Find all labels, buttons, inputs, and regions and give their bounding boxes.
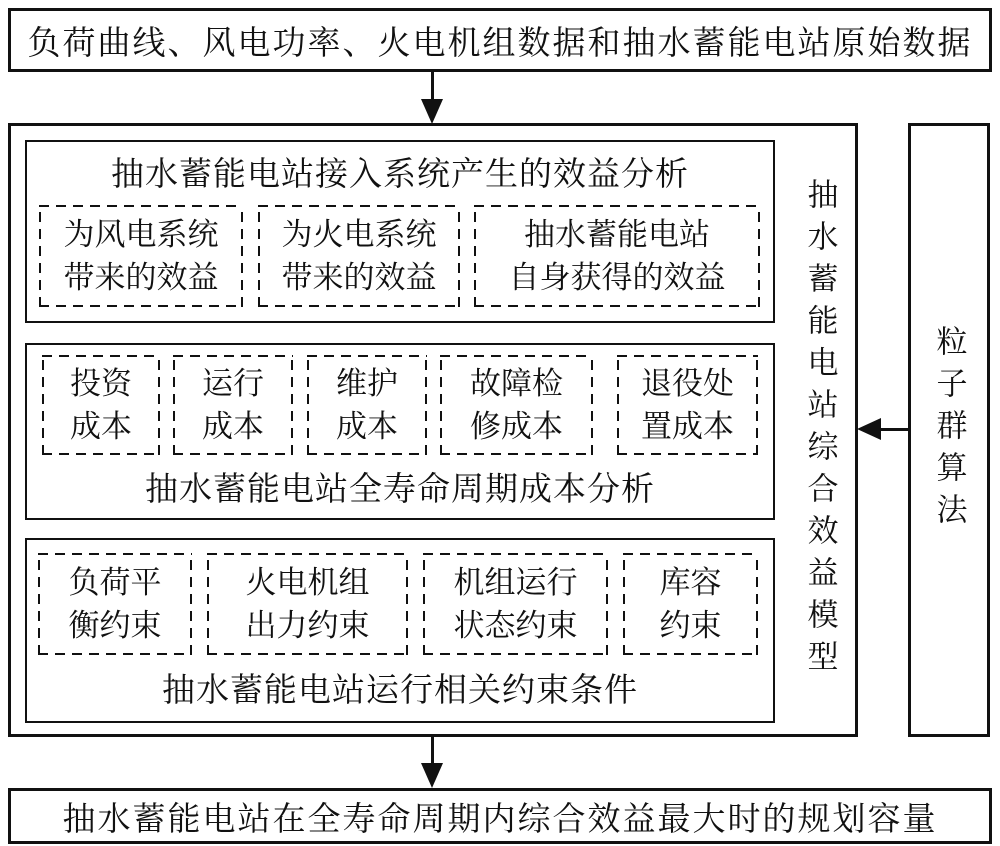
algorithm-box	[908, 123, 990, 737]
benefit-item-wind: 为风电系统 带来的效益	[39, 205, 243, 307]
cost-section-caption: 抽水蓄能电站全寿命周期成本分析	[145, 472, 655, 508]
constraint-item-load-balance: 负荷平 衡约束	[38, 553, 192, 655]
cost-item-maintenance: 维护 成本	[307, 355, 427, 455]
constraint-item-unit-state: 机组运行 状态约束	[423, 553, 608, 655]
constraint-item-reservoir: 库容 约束	[623, 553, 758, 655]
arrow-left-head-icon	[857, 418, 881, 440]
input-data-text: 负荷曲线、风电功率、火电机组数据和抽水蓄能电站原始数据	[27, 25, 973, 62]
cost-item-investment: 投资 成本	[42, 355, 160, 455]
output-result-text: 抽水蓄能电站在全寿命周期内综合效益最大时的规划容量	[62, 801, 938, 838]
algorithm-box-label: 粒子群算法	[931, 325, 967, 535]
output-result-box	[8, 788, 992, 844]
benefit-item-self: 抽水蓄能电站 自身获得的效益	[474, 205, 760, 307]
benefit-item-thermal: 为火电系统 带来的效益	[258, 205, 460, 307]
constraint-section-caption: 抽水蓄能电站运行相关约束条件	[162, 673, 638, 709]
arrow-down-head-icon	[421, 99, 443, 124]
cost-item-repair: 故障检 修成本	[440, 355, 593, 455]
model-side-label-wrap	[792, 123, 848, 737]
cost-item-operation: 运行 成本	[173, 355, 293, 455]
benefit-section-title: 抽水蓄能电站接入系统产生的效益分析	[111, 157, 689, 193]
model-side-label: 抽水蓄能电站综合效益模型	[802, 178, 838, 682]
arrow-shaft	[878, 428, 908, 431]
input-data-box	[8, 8, 992, 72]
constraint-item-thermal-output: 火电机组 出力约束	[207, 553, 408, 655]
cost-item-decommission: 退役处 置成本	[617, 355, 758, 455]
arrow-down-head-icon	[421, 763, 443, 788]
